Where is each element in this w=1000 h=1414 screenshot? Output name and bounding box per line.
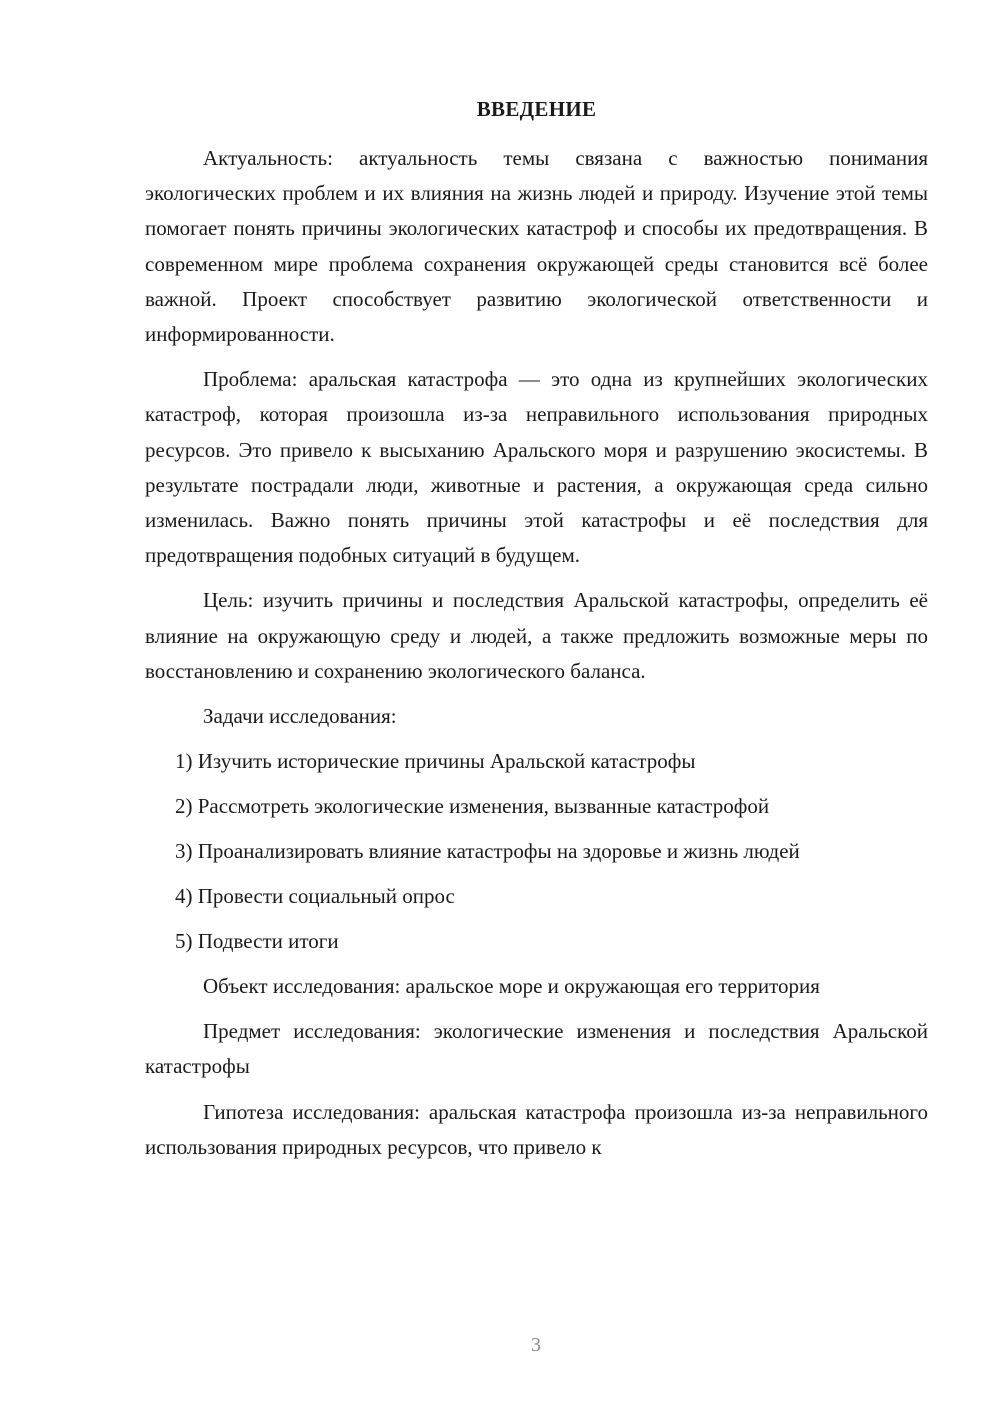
problem-paragraph: Проблема: аральская катастрофа — это одна из крупнейших экологических катастроф, которая произошла из-за неправильного использования природных ресурсов. Это привело к высыханию Аральского моря и разрушению экосистемы. В результате пострадали люди, животные и растения, а окружающая среда сильно изменилась. Важно понять причины этой катастрофы и её последствия для предотвращения подобных ситуаций в будущем. — [145, 367, 928, 568]
subject-paragraph: Предмет исследования: экологические изменения и последствия Аральской катастрофы — [145, 1019, 928, 1079]
task-item: 3) Проанализировать влияние катастрофы на здоровье и жизнь людей — [175, 839, 800, 864]
object-paragraph: Объект исследования: аральское море и окружающая его территория — [203, 974, 820, 999]
hypothesis-paragraph: Гипотеза исследования: аральская катастрофа произошла из-за неправильного использования природных ресурсов, что привело к — [145, 1099, 928, 1159]
document-page — [145, 92, 928, 1175]
task-item: 4) Провести социальный опрос — [175, 884, 455, 909]
task-item: 1) Изучить исторические причины Аральской катастрофы — [175, 749, 696, 774]
task-item: 2) Рассмотреть экологические изменения, вызванные катастрофой — [175, 794, 770, 819]
tasks-list — [145, 744, 928, 959]
tasks-heading: Задачи исследования: — [203, 704, 397, 729]
relevance-paragraph: Актуальность: актуальность темы связана с важностью понимания экологических проблем и их влияния на жизнь людей и природу. Изучение этой темы помогает понять причины экологических катастроф и способы их предотвращения. В современном мире проблема сохранения окружающей среды становится всё более важной. Проект способствует развитию экологической ответственности и информированности. — [145, 146, 928, 347]
page-number: 3 — [531, 1334, 541, 1356]
task-item: 5) Подвести итоги — [175, 929, 339, 954]
goal-paragraph: Цель: изучить причины и последствия Аральской катастрофы, определить её влияние на окружающую среду и людей, а также предложить возможные меры по восстановлению и сохранению экологического баланса. — [145, 588, 928, 683]
section-title: ВВЕДЕНИЕ — [476, 97, 597, 121]
